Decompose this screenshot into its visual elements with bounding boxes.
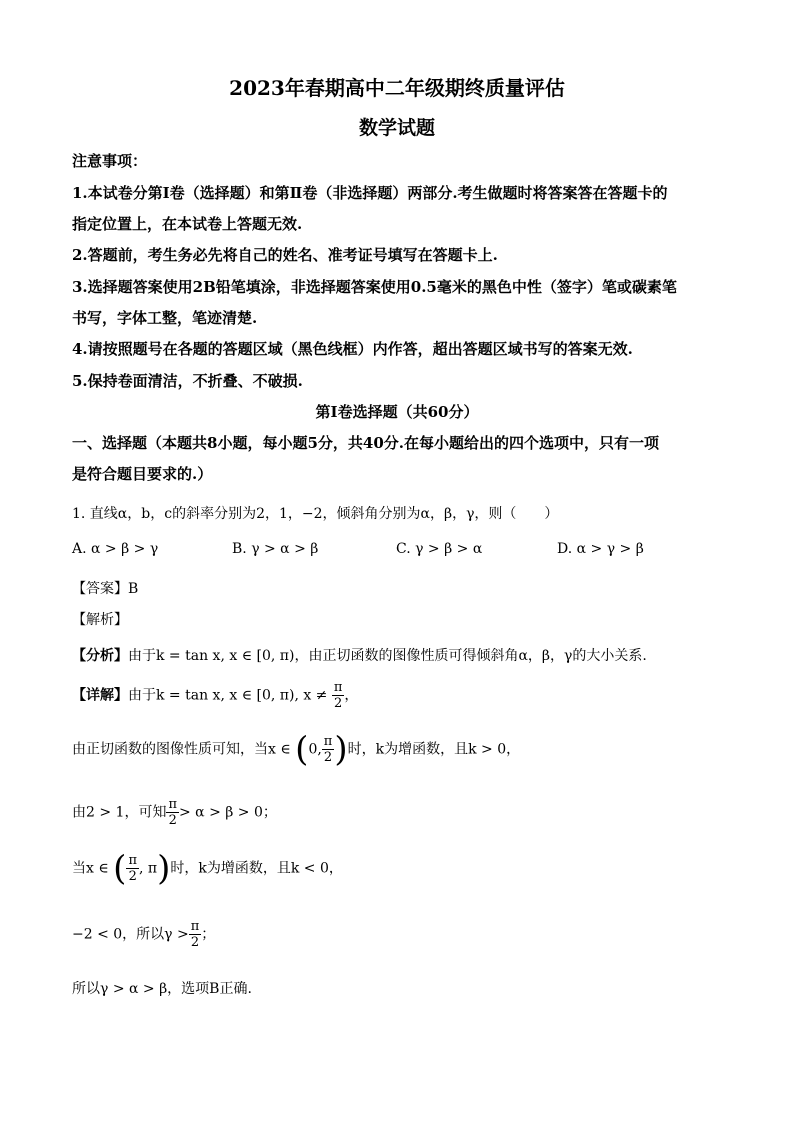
exam-title: 2023年春期高中二年级期终质量评估: [229, 76, 565, 100]
step-1: 由正切函数的图像性质可知，当x ∈ (0, $\frac{\pi}{2}$ )时，k为增函数，且k > 0，: [72, 729, 521, 770]
fenxi-label: 【分析】: [72, 648, 128, 664]
exam-subtitle: 数学试题: [358, 117, 435, 139]
answer-label: 【答案】: [72, 581, 128, 597]
fenxi-line: [72, 645, 647, 665]
xiangjie-line: 【详解】由于k = tan x, x ∈ [0, π), x ≠ $\frac{\pi}{2}$ ，: [72, 680, 359, 711]
fraction-pi-over-2: $\frac{\pi}{2}$: [323, 734, 333, 765]
option-b: B. γ > α > β: [232, 541, 319, 557]
notice-item-1-cont: 指定位置上，在本试卷上答题无效.: [72, 215, 303, 233]
fraction-pi-over-2: $\frac{\pi}{2}$: [190, 919, 200, 950]
xiangjie-text: 由于k = tan x, x ∈ [0, π), x ≠: [128, 687, 328, 704]
fenxi-text: 由于k = tan x, x ∈ [0, π)，由正切函数的图像性质可得倾斜角α，β，γ的大小关系.: [128, 648, 647, 664]
option-c: C. γ > β > α: [396, 541, 483, 557]
option-a: A. α > β > γ: [72, 541, 159, 557]
step-3: 当x ∈ ( $\frac{\pi}{2}$ , π)时，k为增函数，且k < 0，: [72, 848, 343, 889]
answer-line: [72, 578, 138, 598]
option-d: D. α > γ > β: [557, 541, 644, 557]
question-1-stem: 1. 直线α，b，c的斜率分别为2，1，−2，倾斜角分别为α，β，γ，则（ ）: [72, 506, 559, 522]
notice-item-3-cont: 书写，字体工整，笔迹清楚.: [72, 309, 258, 327]
notice-item-1: 1.本试卷分第Ⅰ卷（选择题）和第Ⅱ卷（非选择题）两部分.考生做题时将答案答在答题卡的: [72, 184, 668, 202]
section-intro-line2: 是符合题目要求的.）: [72, 465, 213, 483]
xiangjie-label: 【详解】: [72, 687, 128, 704]
conclusion: 所以γ > α > β，选项B正确.: [72, 981, 252, 997]
notice-item-5: 5.保持卷面清洁，不折叠、不破损.: [72, 372, 303, 390]
answer-value: B: [128, 581, 139, 597]
analysis-label: 【解析】: [72, 612, 128, 628]
notice-item-4: 4.请按照题号在各题的答题区域（黑色线框）内作答，超出答题区域书写的答案无效.: [72, 340, 633, 358]
step-4: −2 < 0，所以γ > $\frac{\pi}{2}$ ；: [72, 919, 216, 950]
notice-heading: 注意事项：: [72, 152, 148, 170]
notice-item-2: 2.答题前，考生务必先将自己的姓名、准考证号填写在答题卡上.: [72, 246, 498, 264]
section-intro-line1: 一、选择题（本题共8小题，每小题5分，共40分.在每小题给出的四个选项中，只有一项: [72, 434, 659, 452]
fraction-pi-over-2: $\frac{\pi}{2}$: [128, 853, 137, 884]
fraction-pi-over-2: $\frac{\pi}{2}$: [333, 680, 343, 711]
notice-item-3: 3.选择题答案使用2B铅笔填涂，非选择题答案使用0.5毫米的黑色中性（签字）笔或碳素笔: [72, 278, 677, 296]
fraction-pi-over-2: $\frac{\pi}{2}$: [168, 797, 177, 828]
step-2: 由2 > 1，可知 $\frac{\pi}{2}$ > α > β > 0；: [72, 797, 277, 828]
section-title: 第Ⅰ卷选择题（共60分）: [315, 403, 479, 421]
